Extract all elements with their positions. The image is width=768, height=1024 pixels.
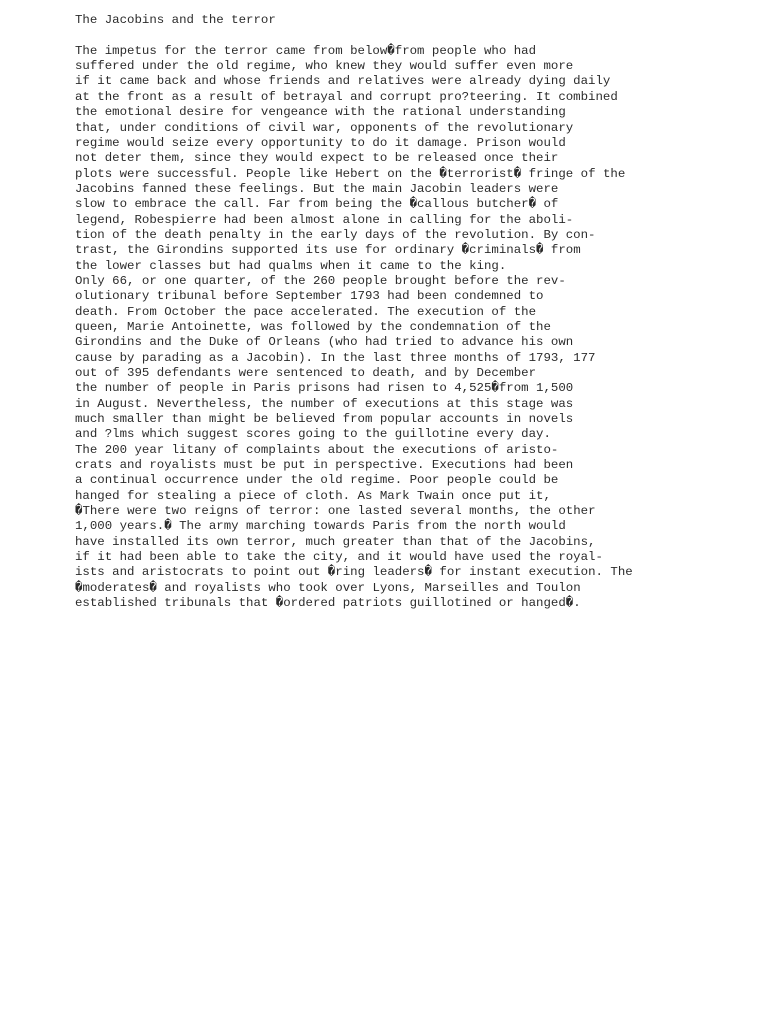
- text-line: cause by parading as a Jacobin). In the last three months of 1793, 177: [75, 350, 596, 365]
- text-line: and ?lms which suggest scores going to the guillotine every day.: [75, 427, 551, 442]
- text-line: hanged for stealing a piece of cloth. As Mark Twain once put it,: [75, 488, 551, 503]
- text-line: tion of the death penalty in the early days of the revolution. By con-: [75, 227, 596, 242]
- text-line: death. From October the pace accelerated. The execution of the: [75, 304, 537, 319]
- text-line: in August. Nevertheless, the number of executions at this stage was: [75, 396, 574, 411]
- text-line: plots were successful. People like Hebert on the �terrorist� fringe of the: [75, 166, 626, 181]
- text-line: the number of people in Paris prisons had risen to 4,525�from 1,500: [75, 381, 574, 396]
- text-line: �moderates� and royalists who took over Lyons, Marseilles and Toulon: [75, 580, 581, 595]
- text-line: queen, Marie Antoinette, was followed by the condemnation of the: [75, 319, 551, 334]
- text-line: a continual occurrence under the old regime. Poor people could be: [75, 473, 559, 488]
- text-line: out of 395 defendants were sentenced to death, and by December: [75, 366, 537, 381]
- document-title: The Jacobins and the terror: [75, 13, 276, 27]
- text-line: if it had been able to take the city, and it would have used the royal-: [75, 550, 603, 565]
- text-line: �There were two reigns of terror: one lasted several months, the other: [75, 504, 596, 519]
- text-line: crats and royalists must be put in perspective. Executions had been: [75, 458, 574, 473]
- text-line: Jacobins fanned these feelings. But the main Jacobin leaders were: [75, 181, 559, 196]
- text-line: suffered under the old regime, who knew they would suffer even more: [75, 59, 574, 74]
- document-page: [75, 13, 755, 612]
- text-line: trast, the Girondins supported its use for ordinary �criminals� from: [75, 243, 581, 258]
- text-line: at the front as a result of betrayal and corrupt pro?teering. It combined: [75, 89, 618, 104]
- text-line: the lower classes but had qualms when it came to the king.: [75, 258, 507, 273]
- text-line: much smaller than might be believed from popular accounts in novels: [75, 412, 574, 427]
- text-line: have installed its own terror, much greater than that of the Jacobins,: [75, 534, 596, 549]
- text-line: Girondins and the Duke of Orleans (who had tried to advance his own: [75, 335, 574, 350]
- text-line: that, under conditions of civil war, opponents of the revolutionary: [75, 120, 574, 135]
- text-line: legend, Robespierre had been almost alone in calling for the aboli-: [75, 212, 574, 227]
- text-line: regime would seize every opportunity to do it damage. Prison would: [75, 135, 566, 150]
- text-line: ists and aristocrats to point out �ring leaders� for instant execution. The: [75, 565, 633, 580]
- text-line: The impetus for the terror came from below�from people who had: [75, 43, 537, 58]
- text-line: if it came back and whose friends and relatives were already dying daily: [75, 74, 611, 89]
- text-line: Only 66, or one quarter, of the 260 people brought before the rev-: [75, 273, 566, 288]
- text-line: slow to embrace the call. Far from being the �callous butcher� of: [75, 197, 559, 212]
- text-line: The 200 year litany of complaints about the executions of aristo-: [75, 442, 559, 457]
- document-body: [75, 44, 755, 612]
- text-line: established tribunals that �ordered patriots guillotined or hanged�.: [75, 596, 581, 611]
- text-line: not deter them, since they would expect to be released once their: [75, 151, 559, 166]
- text-line: olutionary tribunal before September 1793 had been condemned to: [75, 289, 544, 304]
- text-line: the emotional desire for vengeance with the rational understanding: [75, 105, 566, 120]
- text-line: 1,000 years.� The army marching towards Paris from the north would: [75, 519, 566, 534]
